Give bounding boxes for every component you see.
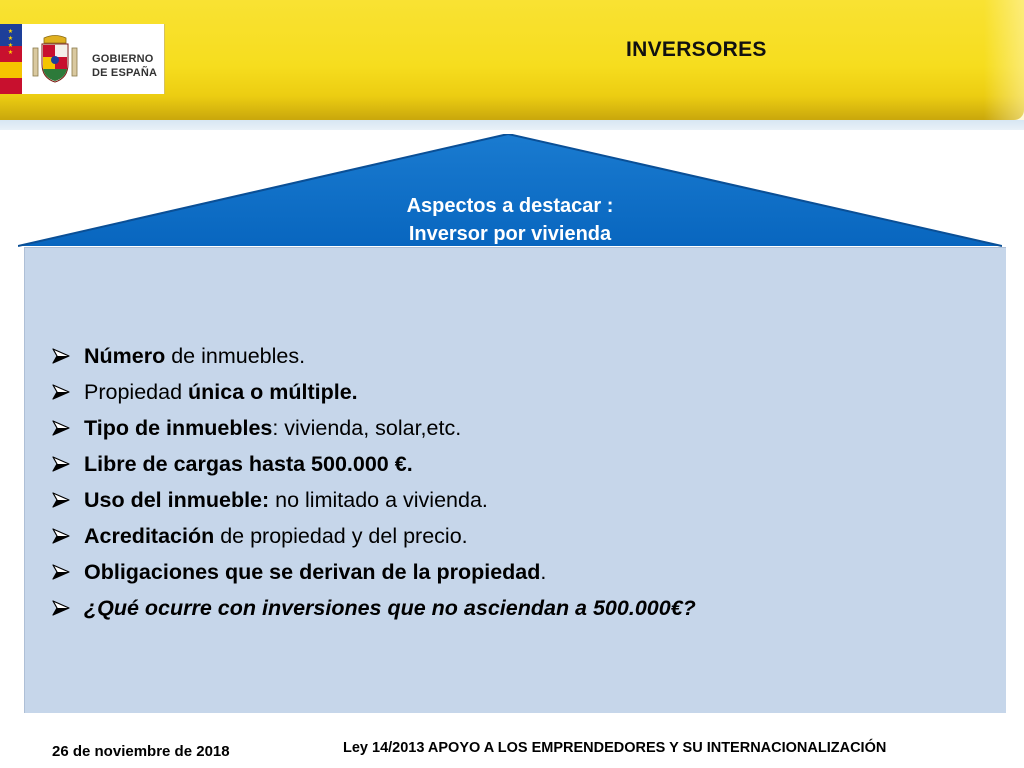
header-shine (984, 0, 1024, 120)
list-item (50, 518, 950, 554)
list-item-text: Uso del inmueble: (84, 488, 270, 512)
list-item-text: : vivienda, solar,etc. (272, 416, 462, 440)
list-item-text: Libre de cargas hasta 500.000 €. (84, 452, 413, 476)
list-item-text: Acreditación (84, 524, 215, 548)
roof-title-line-1: Aspectos a destacar : (406, 195, 614, 217)
list-item-text: Tipo de inmuebles (84, 416, 273, 440)
list-item (50, 554, 950, 590)
page-title: INVERSORES (626, 38, 767, 61)
list-item (50, 338, 950, 374)
roof-title (300, 192, 720, 248)
arrow-bullet-icon (52, 528, 70, 544)
list-item-text: Número (84, 344, 166, 368)
bullet-list (50, 338, 950, 626)
list-item-text: Propiedad (84, 380, 188, 404)
logo-line-1: GOBIERNO (92, 53, 154, 65)
list-item (50, 590, 950, 626)
list-item-text: no limitado a vivienda. (269, 488, 488, 512)
list-item-text: Obligaciones que se derivan de la propiedad (84, 560, 541, 584)
list-item-text: de inmuebles. (165, 344, 306, 368)
government-logo (0, 24, 165, 94)
list-item-text: ¿Qué ocurre con inversiones que no asciendan a 500.000€? (84, 596, 696, 620)
arrow-bullet-icon (52, 348, 70, 364)
logo-line-2: DE ESPAÑA (92, 67, 158, 79)
list-item-text: única o múltiple. (188, 380, 358, 404)
header-underline (0, 120, 1024, 130)
arrow-bullet-icon (52, 420, 70, 436)
arrow-bullet-icon (52, 384, 70, 400)
government-logo-text (92, 52, 157, 80)
list-item (50, 374, 950, 410)
roof-title-line-2: Inversor por vivienda (408, 223, 612, 245)
arrow-bullet-icon (52, 492, 70, 508)
arrow-bullet-icon (52, 564, 70, 580)
list-item-text: de propiedad y del precio. (214, 524, 468, 548)
footer-date: 26 de noviembre de 2018 (52, 743, 230, 760)
list-item-text: . (540, 560, 547, 584)
list-item (50, 410, 950, 446)
spain-crest-icon (30, 34, 80, 86)
list-item (50, 482, 950, 518)
footer-law-title: Ley 14/2013 APOYO A LOS EMPRENDEDORES Y SU INTERNACIONALIZACIÓN (343, 740, 887, 756)
list-item (50, 446, 950, 482)
arrow-bullet-icon (52, 456, 70, 472)
flag-icon (0, 24, 22, 94)
arrow-bullet-icon (52, 600, 70, 616)
